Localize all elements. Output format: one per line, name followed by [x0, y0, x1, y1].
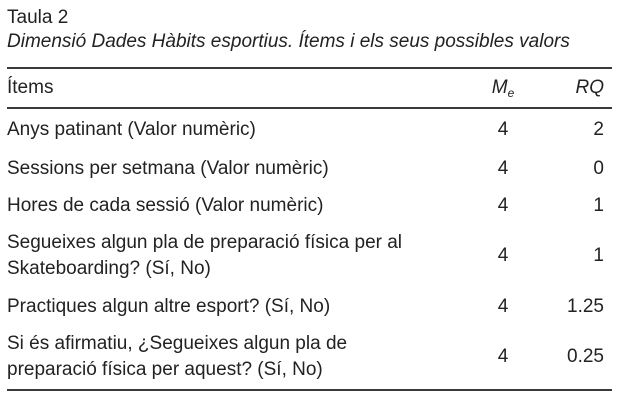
table-label: Taula 2 [7, 7, 69, 28]
table-row [7, 325, 612, 390]
row-item [7, 224, 463, 288]
row-item-line-1: Segueixes algun pla de preparació física per al [7, 232, 403, 253]
row-item-line-2: preparació física per aquest? (Sí, No) [7, 359, 323, 380]
habits-table [7, 67, 612, 391]
row-item: Sessions per setmana (Valor numèric) [7, 157, 329, 179]
header-rq: RQ [575, 77, 604, 98]
row-item: Hores de cada sessió (Valor numèric) [7, 194, 324, 216]
row-item [7, 325, 463, 390]
table-row [7, 288, 612, 325]
row-rq: 1 [593, 245, 604, 266]
row-me: 4 [497, 157, 509, 179]
row-me: 4 [497, 245, 509, 266]
table-caption: Dimensió Dades Hàbits esportius. Ítems i els seus possibles valors [7, 31, 570, 52]
row-item-line-1: Si és afirmatiu, ¿Segueixes algun pla de [7, 333, 348, 354]
row-rq: 0 [593, 157, 604, 179]
row-item-line-2: Skateboarding? (Sí, No) [7, 258, 211, 279]
header-me-subscript: e [507, 85, 515, 100]
table-row [7, 187, 612, 224]
row-me: 4 [497, 118, 509, 140]
table-row [7, 224, 612, 288]
row-me: 4 [497, 346, 509, 367]
row-rq: 2 [593, 118, 604, 140]
row-rq: 1.25 [567, 295, 604, 317]
row-me: 4 [497, 295, 509, 317]
header-me [463, 68, 543, 108]
row-item: Practiques algun altre esport? (Sí, No) [7, 295, 331, 317]
header-items: Ítems [7, 77, 54, 98]
table-row [7, 108, 612, 150]
table-header-row [7, 68, 612, 108]
table-figure [7, 6, 612, 391]
table-row [7, 150, 612, 187]
row-me: 4 [497, 194, 509, 216]
row-rq: 0.25 [567, 346, 604, 367]
header-me-main: M [491, 76, 508, 98]
row-item: Anys patinant (Valor numèric) [7, 118, 256, 140]
row-rq: 1 [593, 194, 604, 216]
